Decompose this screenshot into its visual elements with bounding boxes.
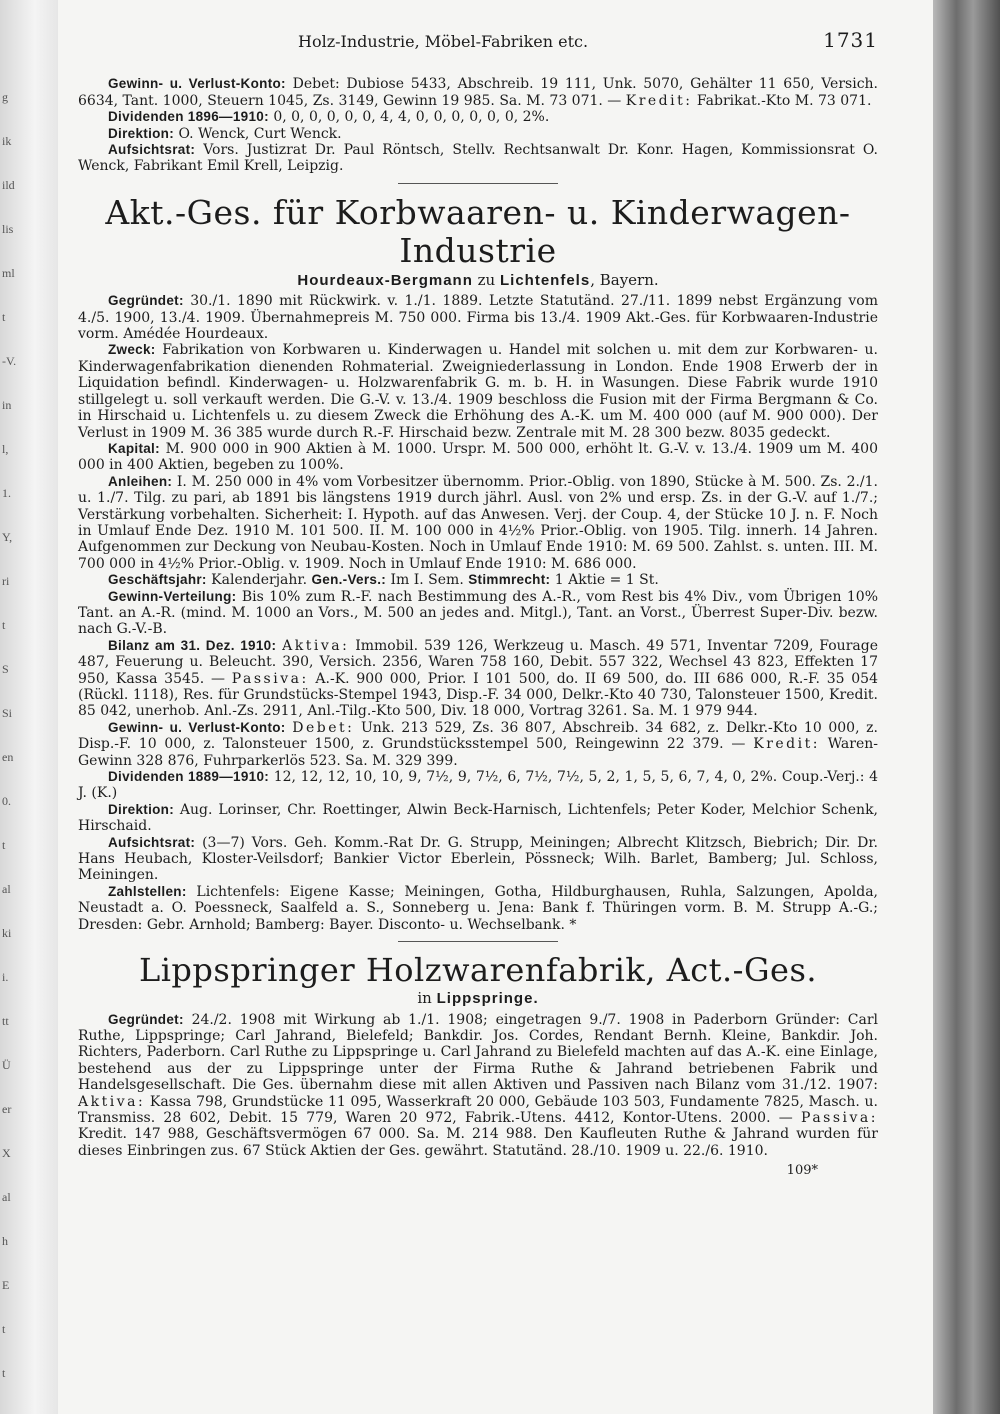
company1-guv (78, 720, 878, 769)
company1-zweck (78, 342, 878, 440)
margin-fragment: 1. (2, 486, 11, 500)
page-content (78, 28, 879, 1180)
company1-gj-label: Geschäftsjahr: (108, 572, 207, 588)
company2-gegr-text3: Kredit. 147 988, Geschäftsvermögen 67 000. Sa. M. 214 988. Den Kaufleuten Ruthe & Jahrand wurden für dieses Einbringen zus. 67 Stück Aktien der Ges. gewährt. Statutänd. 28./10. 1909 u. 22./6. 1910. (78, 1126, 878, 1159)
running-title: Holz-Industrie, Möbel-Fabriken etc. (298, 32, 589, 51)
margin-fragment: al (2, 882, 11, 896)
company1-genvers-label: Gen.-Vers.: (311, 572, 387, 588)
prev-guv-kredit-text: Fabrikat.-Kto M. 73 071. (692, 92, 872, 109)
prev-direktion-paragraph (78, 126, 878, 142)
company1-dividenden (78, 769, 878, 802)
prev-guv-paragraph (78, 76, 878, 109)
margin-fragment: t (2, 838, 6, 852)
section-divider-2 (398, 941, 558, 942)
company1-div-text: 12, 12, 12, 10, 10, 9, 7½, 9, 7½, 6, 7½, 7½, 5, 2, 1, 5, 5, 6, 7, 4, 0, 2%. Coup.-Verj.: 4 J. (K.) (78, 769, 878, 802)
company1-div-label: Dividenden 1889—1910: (108, 769, 270, 785)
company1-guv-label: Gewinn- u. Verlust-Konto: (108, 719, 286, 735)
margin-fragment: al (2, 1190, 11, 1204)
company1-bilanz-text2: A.-K. 900 000, Prior. I 101 500, do. II 69 500, do. III 686 000, R.-F. 35 054 (Rückl. 1118), Res. für Grundstücks-Stempel 1943, Disp.-F. 34 000, Delkr.-Kto 40 730, Talonsteuer 1500, Kredit. 85 042, unerhob. Anl.-Zs. 2911, Anl.-Tilg.-Kto 500, Div. 18 000, Vortrag 3261. Sa. M. 1 979 944. (78, 670, 878, 720)
margin-fragment: g (2, 90, 8, 104)
company1-bilanz-aktiva: Aktiva: (282, 637, 350, 654)
company1-subtitle (78, 272, 878, 289)
company1-gegruendet (78, 293, 878, 342)
margin-fragment: in (2, 398, 12, 412)
company1-direktion (78, 802, 878, 835)
company1-auf-label: Aufsichtsrat: (108, 834, 196, 850)
right-binding-edge (933, 0, 1000, 1414)
company2-gegr-text1: 24./2. 1908 mit Wirkung ab 1./1. 1908; eingetragen 9./7. 1908 in Paderborn Gründer: Carl Ruthe, Lippspringe; Carl Jahrand, Bielefeld; Bankdir. Jos. Cordes, Rendant Bernh. Kleine, Bankdir. Joh. Richters, Paderborn. Carl Ruthe zu Lippspringe u. Carl Jahrand zu Bielefeld machten auf das A.-K. eine Einlage, bestehend aus der zu Lippspringe unter der Firma Ruthe & Jahrand betriebenen Fabrik und Handelsgesellschaft. Die Ges. übernahm diese mit allen Aktiven und Passiven nach Bilanz vom 31./12. 1907: (78, 1011, 878, 1094)
margin-fragment: E (2, 1278, 10, 1292)
margin-fragment: t (2, 310, 6, 324)
company1-stimmrecht-label: Stimmrecht: (468, 572, 551, 588)
prev-guv-text: Debet: Dubiose 5433, Abschreib. 19 111, Unk. 5070, Gehälter 11 650, Versich. 6634, Tant. 1000, Steuern 1045, Zs. 3149, Gewinn 19 985. Sa. M. 73 071. — (78, 76, 879, 109)
company1-dir-label: Direktion: (108, 801, 175, 817)
margin-fragment: ml (2, 266, 15, 280)
company1-title: Akt.-Ges. für Korbwaaren- u. Kinderwagen-Industrie (105, 192, 851, 270)
company2-subtitle-in: in (417, 989, 437, 1008)
margin-fragment: -V. (2, 354, 17, 368)
company1-zahl-label: Zahlstellen: (108, 883, 187, 899)
company1-subtitle-zu: zu (472, 270, 500, 289)
margin-fragment: en (2, 750, 14, 764)
company1-guv-text2: Waren-Gewinn 328 876, Fuhrparkerlös 523. Sa. M. 329 399. (78, 736, 878, 769)
company1-gegruendet-label: Gegründet: (108, 293, 184, 309)
prev-aufsichtsrat-text: Vors. Justizrat Dr. Paul Röntsch, Stellv. Rechtsanwalt Dr. Konr. Hagen, Kommissionsrat O. Wenck, Fabrikant Emil Krell, Leipzig. (78, 142, 878, 175)
margin-fragment: Ü (2, 1058, 11, 1072)
company2-subtitle-city: Lippspringe. (436, 990, 539, 1008)
company2-passiva: Passiva: (801, 1109, 878, 1126)
margin-fragment: ild (2, 178, 15, 192)
margin-fragment: Y, (2, 530, 13, 544)
prev-dividends-text: 0, 0, 0, 0, 0, 0, 4, 4, 0, 0, 0, 0, 0, 0, 2%. (268, 109, 550, 126)
prev-guv-label: Gewinn- u. Verlust-Konto: (108, 76, 286, 92)
company1-auf-text: (3—7) Vors. Geh. Komm.-Rat Dr. G. Strupp, Meiningen; Albrecht Klitzsch, Biebrich; Dir. Dr. Hans Heubach, Kloster-Veilsdorf; Bankier Victor Eberlein, Pössneck; Wilh. Barlet, Bamberg; Jul. Schloss, Meiningen. (78, 834, 878, 884)
company1-subtitle-city: Lichtenfels (500, 271, 591, 289)
company1-guv-kredit: Kredit: (753, 736, 820, 753)
company1-guv-text1: Unk. 213 529, Zs. 36 807, Abschreib. 34 682, z. Delkr.-Kto 10 000, z. Disp.-F. 10 000, z. Talonsteuer 1500, z. Grundstücksstempel 500, Reingewinn 22 379. — (78, 719, 878, 753)
margin-fragment: er (2, 1102, 12, 1116)
company1-genvers-text: Im I. Sem. (386, 572, 469, 589)
company1-subtitle-region: , Bayern. (590, 270, 659, 289)
company1-gewinnverteilung (78, 589, 878, 638)
company1-aufsichtsrat (78, 835, 878, 884)
company1-zweck-text: Fabrikation von Korbwaren u. Kinderwagen u. Handel mit solchen u. mit dem zur Korbwaren- u. Kinderwagenfabrikation dienenden Rohmaterial. Zweigniederlassung in London. Ende 1908 Erwerb der in Liquidation befindl. Kinderwagen- u. Holzwarenfabrik G. m. b. H. in Wasungen. Diese Fabrik wurde 1910 stillgelegt u. soll verkauft werden. Die G.-V. v. 13./4. 1909 beschloss die Fusion mit der Firma Bergmann & Co. in Hirschaid u. Lichtenfels u. zu diesem Zweck die Erhöhung des A.-K. um M. 400 000 (auf M. 900 000). Der Verlust in 1909 M. 36 385 wurde durch R.-F. Hirschaid bezw. Zentrale mit M. 28 300 bezw. 8035 gedeckt. (78, 342, 878, 441)
section-divider (398, 183, 558, 184)
margin-fragment: i. (2, 970, 9, 984)
margin-fragment: l, (2, 442, 9, 456)
company1-anleihen-text: I. M. 250 000 in 4% vom Vorbesitzer übernomm. Prior.-Oblig. von 1890, Stücke à M. 500. Zs. 2./1. u. 1./7. Tilg. zu pari, ab 1891 bis längstens 1919 durch jährl. Ausl. von 2% und ersp. Zs. in der G.-V. auf 1./7.; Verstärkung vorbehalten. Sicherheit: I. Hypoth. auf das Anwesen. Verj. der Coup. 4, der Stücke 10 J. n. F. Noch in Umlauf Ende Dez. 1910 M. 101 500. II. M. 100 000 in 4½% Prior.-Oblig. von 1905. Tilg. innerh. 14 Jahren. Aufgenommen zur Deckung von Neubau-Kosten. Noch in Umlauf Ende 1910: M. 69 500. Zahlst. s. unten. III. M. 700 000 in 4½% Prior.-Oblig. v. 1909. Noch in Umlauf Ende 1910: M. 686 000. (78, 473, 878, 572)
company1-kapital-label: Kapital: (108, 440, 160, 456)
prev-guv-kredit: Kredit: (625, 92, 693, 109)
prev-aufsichtsrat-paragraph (78, 142, 878, 175)
margin-fragment: ri (2, 574, 10, 588)
margin-fragment: tt (2, 1014, 9, 1028)
company1-bilanz-passiva: Passiva: (231, 670, 309, 687)
company1-bilanz (78, 638, 878, 720)
company2-aktiva: Aktiva: (78, 1093, 146, 1110)
company1-guv-debet: Debet: (292, 719, 355, 736)
page (58, 0, 933, 1414)
company2-gegruendet (78, 1012, 878, 1160)
margin-fragment: lis (2, 222, 14, 236)
company2-gegr-label: Gegründet: (108, 1011, 184, 1027)
company1-zahlstellen (78, 884, 878, 933)
company1-gewv-label: Gewinn-Verteilung: (108, 588, 237, 604)
page-number: 1731 (823, 28, 878, 52)
company1-gj-text: Kalenderjahr. (206, 572, 312, 589)
company1-bilanz-text1: Immobil. 539 126, Werkzeug u. Masch. 49 571, Inventar 7209, Fourage 487, Feuerung u. Beleucht. 390, Versich. 2356, Waren 758 160, Debit. 557 322, Wechsel 43 823, Effekten 17 950, Kassa 3545. — (78, 637, 878, 687)
signature-mark: 109* (786, 1163, 818, 1179)
margin-fragment: h (2, 1234, 8, 1248)
left-page-strip (0, 0, 58, 1414)
prev-dividends-label: Dividenden 1896—1910: (108, 109, 269, 125)
margin-fragment: t (2, 1366, 6, 1380)
margin-fragment: ik (2, 134, 12, 148)
prev-direktion-label: Direktion: (108, 125, 175, 141)
page-header (78, 28, 878, 52)
company2-subtitle (78, 990, 878, 1007)
prev-direktion-text: O. Wenck, Curt Wenck. (174, 125, 342, 142)
company1-gewv-text: Bis 10% zum R.-F. nach Bestimmung des A.-R., vom Rest bis 4% Div., vom Übrigen 10% Tant. an A.-R. (mind. M. 1000 an Vors., M. 500 an jedes and. Mitgl.), Tant. an Vorst., Überrest Super-Div. bezw. nach G.-V.-B. (78, 588, 878, 638)
company1-subtitle-name: Hourdeaux-Bergmann (297, 271, 473, 289)
company1-anleihen (78, 474, 878, 572)
company1-zahl-text: Lichtenfels: Eigene Kasse; Meiningen, Gotha, Hildburghausen, Ruhla, Salzungen, Apolda, Neustadt a. O. Poessneck, Saalfeld a. S., Sonneberg u. Jena: Bank f. Thüringen vorm. B. M. Strupp A.-G.; Dresden: Gebr. Arnhold; Bamberg: Bayer. Disconto- u. Wechselbank. * (78, 883, 878, 933)
company1-geschaeftsjahr (78, 572, 878, 588)
company1-dir-text: Aug. Lorinser, Chr. Roettinger, Alwin Beck-Harnisch, Lichtenfels; Peter Koder, Melchior Schenk, Hirschaid. (78, 801, 878, 835)
margin-fragment: Si (2, 706, 13, 720)
company1-kapital (78, 441, 878, 474)
company1-kapital-text: M. 900 000 in 900 Aktien à M. 1000. Urspr. M. 500 000, erhöht lt. G.-V. v. 13./4. 1909 um M. 400 000 in 400 Aktien, begeben zu 100%. (78, 440, 878, 474)
company1-zweck-label: Zweck: (108, 342, 156, 358)
margin-fragment: X (2, 1146, 11, 1160)
company1-gegruendet-text: 30./1. 1890 mit Rückwirk. v. 1./1. 1889. Letzte Statutänd. 27./11. 1899 nebst Ergänzung vom 4./5. 1900, 13./4. 1909. Übernahmepreis M. 750 000. Firma bis 13./4. 1909 Akt.-Ges. für Korbwaaren-Industrie vorm. Amédée Hourdeaux. (78, 293, 878, 343)
margin-fragment: t (2, 1322, 6, 1336)
margin-fragment: t (2, 618, 6, 632)
company1-bilanz-label: Bilanz am 31. Dez. 1910: (108, 637, 277, 653)
company1-stimmrecht-text: 1 Aktie = 1 St. (550, 572, 659, 589)
margin-fragment: ki (2, 926, 12, 940)
company1-anleihen-label: Anleihen: (108, 473, 173, 489)
company2-title: Lippspringer Holzwarenfabrik, Act.-Ges. (138, 951, 818, 990)
margin-fragment: S (2, 662, 9, 676)
company2-gegr-text2: Kassa 798, Grundstücke 11 095, Wasserkraft 20 000, Gebäude 103 503, Fundamente 7825, Masch. u. Transmiss. 28 602, Debit. 15 779, Waren 20 972, Fabrik.-Utens. 4412, Kontor-Utens. 2000. — (78, 1093, 878, 1126)
prev-aufsichtsrat-label: Aufsichtsrat: (108, 142, 196, 158)
prev-dividends-paragraph (78, 109, 878, 125)
margin-fragment: 0. (2, 794, 11, 808)
